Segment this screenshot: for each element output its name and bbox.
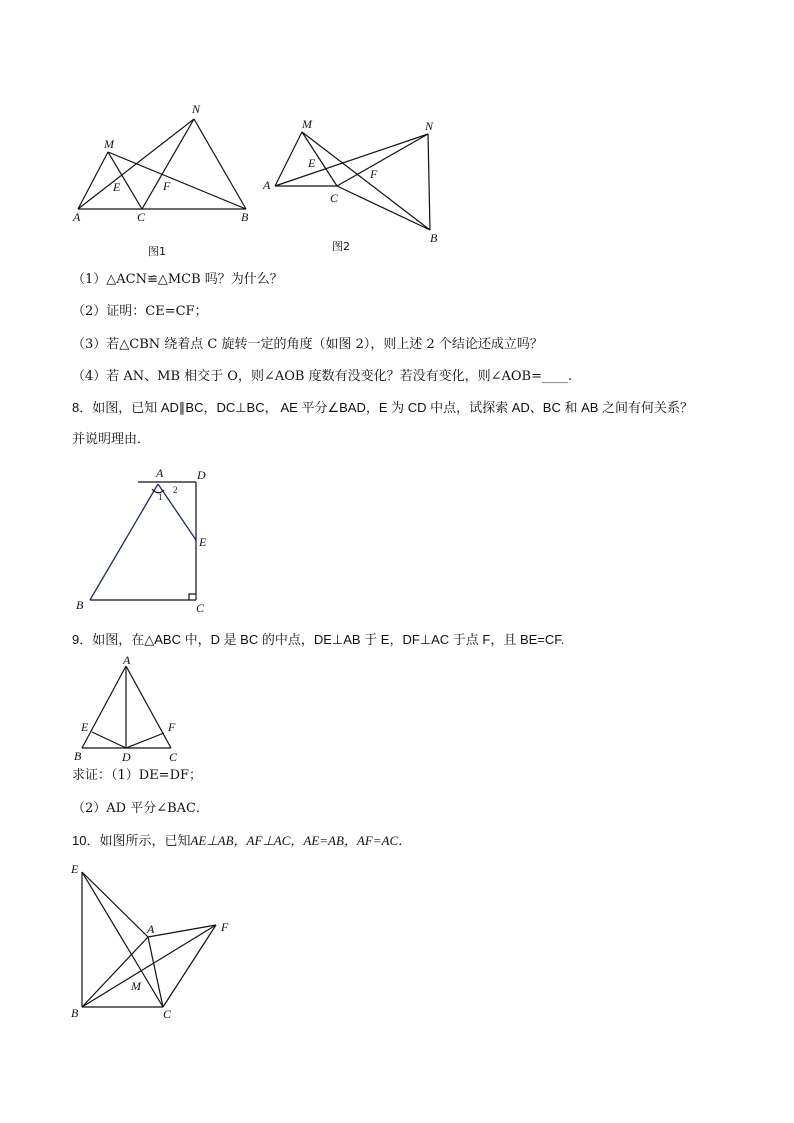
- q9-proof-1: 求证：（1）DE=DF；: [72, 768, 203, 783]
- q9-label-D: D: [122, 750, 131, 764]
- q10-label-B: B: [71, 1006, 79, 1020]
- fig1-label-E: E: [113, 180, 121, 194]
- q10-label-C: C: [163, 1007, 172, 1021]
- fig1-label-C: C: [137, 210, 146, 224]
- q8-label-D: D: [197, 468, 206, 482]
- figure-q9: [68, 652, 188, 767]
- q9-label-E: E: [81, 720, 89, 734]
- q8-text-line1: 8．如图，已知 AD∥BC，DC⊥BC， AE 平分∠BAD，E 为 CD 中点，试探索 AD、BC 和 AB 之间有何关系？: [72, 400, 694, 415]
- q8-label-A: A: [156, 466, 164, 480]
- fig2-label-M: M: [302, 117, 312, 131]
- q9-proof-2: （2）AD 平分∠BAC．: [72, 801, 209, 816]
- q10-label-A: A: [147, 922, 155, 936]
- q8-angle-1: 1: [158, 492, 163, 502]
- fig2-label-A: A: [263, 178, 271, 192]
- q9-label-F: F: [168, 720, 176, 734]
- figure-q9-svg: [68, 652, 188, 767]
- fig2-label-F: F: [370, 167, 378, 181]
- fig2-label-C: C: [330, 191, 339, 205]
- figure-q10-svg: [68, 858, 248, 1028]
- figure-1: [60, 95, 280, 265]
- q7-part2: （2）证明：CE=CF；: [72, 304, 208, 319]
- q9-label-A: A: [123, 653, 131, 667]
- q10-label-E: E: [71, 862, 79, 876]
- q7-part3: （3）若△CBN 绕着点 C 旋转一定的角度（如图 2），则上述 2 个结论还成立吗？: [72, 337, 543, 352]
- figure-1-svg: [60, 95, 280, 265]
- fig1-caption: 图1: [148, 245, 166, 258]
- q10-label-F: F: [221, 920, 229, 934]
- q10-condition: AE⊥AB，AF⊥AC，AE=AB，AF=AC．: [190, 833, 412, 848]
- figure-2: [260, 110, 460, 260]
- fig1-label-B: B: [241, 210, 249, 224]
- figure-q10: [68, 858, 248, 1028]
- q10-prefix: 10．如图所示，已知: [72, 833, 191, 848]
- fig2-label-N: N: [425, 119, 434, 133]
- fig1-label-M: M: [104, 137, 114, 151]
- q9-label-C: C: [169, 750, 178, 764]
- figure-q8-svg: [70, 462, 230, 622]
- q8-label-B: B: [76, 598, 84, 612]
- q8-label-C: C: [196, 601, 205, 615]
- figure-2-svg: [260, 110, 460, 260]
- q7-part4: （4）若 AN、MB 相交于 O，则∠AOB 度数有没变化？若没有变化，则∠AOB=____.: [72, 369, 573, 384]
- fig1-label-A: A: [73, 210, 81, 224]
- q9-label-B: B: [74, 749, 82, 763]
- fig1-label-N: N: [192, 102, 201, 116]
- q8-angle-2: 2: [173, 485, 178, 495]
- fig2-caption: 图2: [332, 240, 350, 253]
- q9-text: 9．如图，在△ABC 中，D 是 BC 的中点，DE⊥AB 于 E，DF⊥AC 于点 F，且 BE=CF.: [72, 632, 565, 647]
- fig1-label-F: F: [163, 179, 171, 193]
- q10-label-M: M: [131, 979, 141, 993]
- q10-text: [72, 831, 411, 852]
- q8-text-line2: 并说明理由．: [72, 432, 151, 447]
- q8-label-E: E: [199, 535, 207, 549]
- fig2-label-B: B: [430, 231, 438, 245]
- figure-q8: [70, 462, 230, 622]
- fig2-label-E: E: [308, 156, 316, 170]
- q7-part1: （1）△ACN≌△MCB 吗？为什么？: [72, 272, 283, 287]
